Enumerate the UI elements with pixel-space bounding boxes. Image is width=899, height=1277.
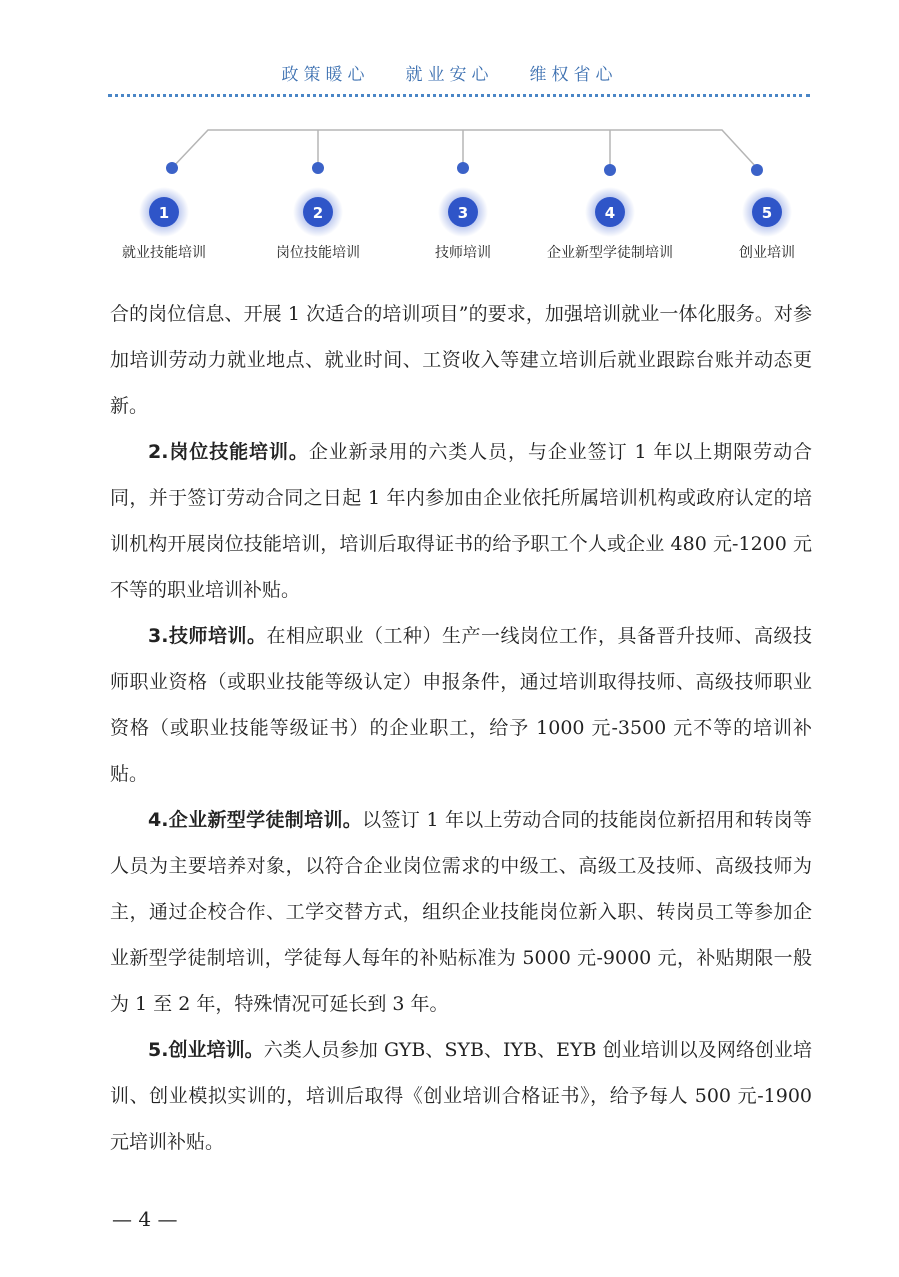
intro-paragraph: 合的岗位信息、开展 1 次适合的培训项目”的要求，加强培训就业一体化服务。对参加培训劳动力就业地点、就业时间、工资收入等建立培训后就业跟踪台账并动态更新。 <box>110 303 812 417</box>
slogan-2: 就业安心 <box>405 65 494 85</box>
section-text: 企业新录用的六类人员，与企业签订 1 年以上期限劳动合同，并于签订劳动合同之日起 1 年内参加由企业依托所属培训机构或政府认定的培训机构开展岗位技能培训，培训后取得证书的给予职工个人或企业 480 元-1200 元不等的职业培训补贴。 <box>110 441 812 601</box>
step-1 <box>139 162 189 237</box>
step-4-dot <box>604 164 616 176</box>
section-post-skill-training <box>110 429 812 613</box>
section-entrepreneurship-training <box>110 1027 812 1165</box>
section-heading: 3.技师培训。 <box>148 625 267 647</box>
step-2 <box>293 162 343 237</box>
step-3-number: 3 <box>457 204 469 222</box>
step-5-label: 创业培训 <box>739 245 795 261</box>
step-4 <box>585 164 635 237</box>
step-1-number: 1 <box>158 204 170 222</box>
step-1-dot <box>166 162 178 174</box>
section-heading: 4.企业新型学徒制培训。 <box>148 809 363 831</box>
step-5 <box>742 164 792 237</box>
document-body <box>110 291 812 1165</box>
step-2-dot <box>312 162 324 174</box>
step-4-number: 4 <box>604 204 616 222</box>
step-2-label: 岗位技能培训 <box>276 245 360 261</box>
section-technician-training <box>110 613 812 797</box>
section-heading: 2.岗位技能培训。 <box>148 441 309 463</box>
step-3 <box>438 162 488 237</box>
section-text: 在相应职业（工种）生产一线岗位工作，具备晋升技师、高级技师职业资格（或职业技能等级认定）申报条件，通过培训取得技师、高级技师职业资格（或职业技能等级证书）的企业职工，给予 1000 元-3500 元不等的培训补贴。 <box>110 625 812 785</box>
slogan-1: 政策暖心 <box>281 65 370 85</box>
section-text: 以签订 1 年以上劳动合同的技能岗位新招用和转岗等人员为主要培养对象，以符合企业岗位需求的中级工、高级工及技师、高级技师为主，通过企校合作、工学交替方式，组织企业技能岗位新入职、转岗员工等参加企业新型学徒制培训，学徒每人每年的补贴标准为 5000 元-9000 元，补贴期限一般为 1 至 2 年，特殊情况可延长到 3 年。 <box>110 809 812 1015</box>
section-text: 六类人员参加 GYB、SYB、IYB、EYB 创业培训以及网络创业培训、创业模拟实训的，培训后取得《创业培训合格证书》，给予每人 500 元-1900 元培训补贴。 <box>110 1039 812 1153</box>
step-2-number: 2 <box>312 204 324 222</box>
section-apprenticeship-training <box>110 797 812 1027</box>
step-1-label: 就业技能培训 <box>122 245 206 261</box>
training-types-diagram <box>0 0 899 280</box>
step-3-dot <box>457 162 469 174</box>
slogan-3: 维权省心 <box>529 65 618 85</box>
page-number: — 4 — <box>112 1207 178 1231</box>
section-heading: 5.创业培训。 <box>148 1039 264 1061</box>
step-4-label: 企业新型学徒制培训 <box>547 245 673 261</box>
step-3-label: 技师培训 <box>435 245 491 261</box>
step-5-dot <box>751 164 763 176</box>
step-5-number: 5 <box>761 204 773 222</box>
